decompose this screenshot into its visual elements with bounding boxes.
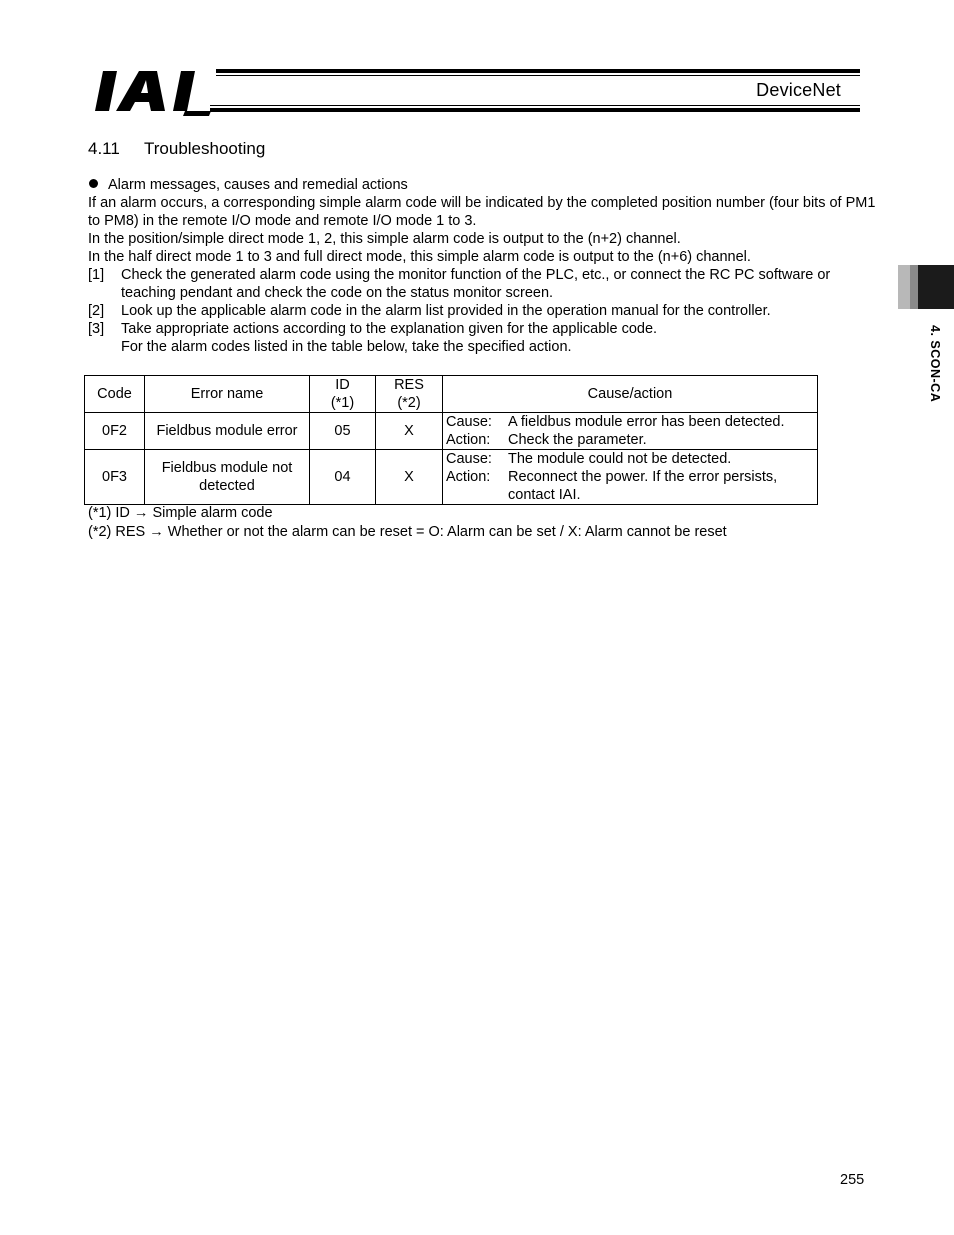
table-row <box>85 413 818 450</box>
paragraph: In the half direct mode 1 to 3 and full direct mode, this simple alarm code is output to the (n+6) channel. <box>88 249 751 265</box>
alarm-table <box>84 375 818 505</box>
step-text: Check the generated alarm code using the monitor function of the PLC, etc., or connect the RC PC software or teaching pendant and check the code on the status monitor screen. <box>121 267 831 301</box>
header-res <box>376 376 443 413</box>
action-line <box>446 468 814 504</box>
cause-label: Cause: <box>446 414 492 430</box>
cause-line <box>446 450 814 468</box>
section-number: 4.11 <box>88 139 120 158</box>
section-title: Troubleshooting <box>144 139 266 158</box>
step-note: For the alarm codes listed in the table below, take the specified action. <box>121 339 572 355</box>
header-res-note: (*2) <box>397 395 421 411</box>
cell-res: X <box>376 450 443 505</box>
action-text: Check the parameter. <box>508 432 647 448</box>
step-item <box>88 266 878 302</box>
header-error-name: Error name <box>145 376 310 413</box>
cause-line <box>446 413 814 431</box>
cause-label: Cause: <box>446 451 492 467</box>
chapter-tab-marker <box>918 265 954 309</box>
step-number: [3] <box>88 321 105 337</box>
chapter-label: 4. SCON-CA <box>928 325 942 403</box>
step-item <box>88 302 878 320</box>
cause-text: A fieldbus module error has been detected. <box>508 414 785 430</box>
action-label: Action: <box>446 469 491 485</box>
footnote: (*1) ID → Simple alarm code <box>88 505 273 521</box>
header-rule <box>216 69 860 73</box>
cell-code: 0F2 <box>85 413 145 450</box>
step-item <box>88 320 878 338</box>
step-number: [2] <box>88 303 105 319</box>
bullet-text: Alarm messages, causes and remedial actions <box>108 177 408 193</box>
cell-error-name: Fieldbus module not detected <box>145 450 310 505</box>
action-label: Action: <box>446 432 491 448</box>
table-row <box>85 450 818 505</box>
cell-code: 0F3 <box>85 450 145 505</box>
bullet-heading <box>89 177 408 193</box>
header-id-label: ID <box>335 377 350 393</box>
table-header-row <box>85 376 818 413</box>
cell-error-name: Fieldbus module error <box>145 413 310 450</box>
cell-cause-action <box>443 450 818 505</box>
action-line <box>446 431 814 449</box>
paragraph: In the position/simple direct mode 1, 2, this simple alarm code is output to the (n+2) channel. <box>88 231 681 247</box>
cause-text: The module could not be detected. <box>508 451 732 467</box>
cell-res: X <box>376 413 443 450</box>
brand-label: DeviceNet <box>756 80 841 100</box>
step-text: Look up the applicable alarm code in the alarm list provided in the operation manual for the controller. <box>121 303 771 319</box>
step-text: Take appropriate actions according to the explanation given for the applicable code. <box>121 321 658 337</box>
body-text <box>88 194 878 356</box>
header-cause-action: Cause/action <box>443 376 818 413</box>
chapter-tab-mid <box>910 265 918 309</box>
header-id-note: (*1) <box>330 395 355 411</box>
cell-id: 04 <box>310 450 376 505</box>
header-rule-lower <box>210 108 860 112</box>
page-number: 255 <box>840 1172 865 1188</box>
iai-logo <box>93 66 213 116</box>
action-text: Reconnect the power. If the error persists, contact IAI. <box>508 469 778 503</box>
chapter-tab-light <box>898 265 910 309</box>
header-id <box>310 376 376 413</box>
paragraph: If an alarm occurs, a corresponding simple alarm code will be indicated by the completed position number (four bits of PM1 to PM8) in the remote I/O mode and remote I/O mode 1 to 3. <box>88 195 876 229</box>
header-rule-thin-lower <box>210 105 860 106</box>
header-res-label: RES <box>394 377 424 393</box>
section-heading <box>88 139 265 159</box>
bullet-dot-icon <box>89 179 98 188</box>
footnotes <box>88 504 727 542</box>
cell-id: 05 <box>310 413 376 450</box>
header-rule-thin <box>216 75 860 76</box>
header-code: Code <box>85 376 145 413</box>
cell-cause-action <box>443 413 818 450</box>
footnote: (*2) RES → Whether or not the alarm can be reset = O: Alarm can be set / X: Alarm cannot be reset <box>88 524 727 540</box>
step-number: [1] <box>88 267 105 283</box>
